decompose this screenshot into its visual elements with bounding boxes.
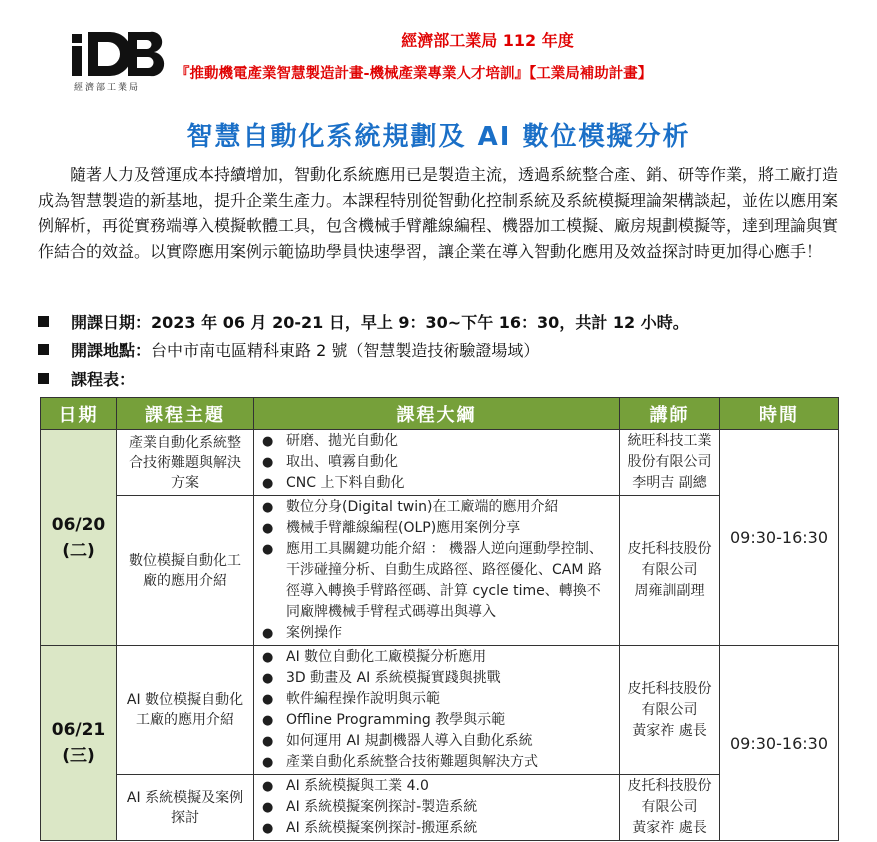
- schedule-table: [40, 397, 839, 841]
- date-value: 06/21: [51, 720, 106, 740]
- header-time: 時間: [720, 398, 839, 430]
- weekday-value: (二): [62, 540, 95, 561]
- table-row: [41, 430, 839, 496]
- course-date-value: 2023 年 06 月 20-21 日，早上 9：30~下午 16：30，共計 12 小時。: [151, 313, 689, 332]
- intro-paragraph: 隨著人力及營運成本持續增加，智動化系統應用已是製造主流，透過系統整合產、銷、研等作業，將工廠打造成為智慧製造的新基地，提升企業生產力。本課程特別從智動化控制系統及系統模擬理論架構談起，並佐以應用案例解析，再從實務端導入模擬軟體工具，包含機械手臂離線編程、機器加工模擬、廠房規劃模擬等，達到理論與實作結合的效益。以實際應用案例示範協助學員快速學習，讓企業在導入智動化應用及效益探討時更加得心應手！: [38, 165, 839, 261]
- course-date-row: [38, 310, 689, 333]
- outline-cell: [254, 646, 620, 775]
- teacher-line: 有限公司: [641, 701, 698, 718]
- outline-item: ● AI 系統模擬與工業 4.0: [262, 776, 613, 797]
- header-date: 日期: [41, 398, 117, 430]
- time-cell: 09:30-16:30: [720, 430, 839, 646]
- header-topic: 課程主題: [117, 398, 254, 430]
- time-cell: 09:30-16:30: [720, 646, 839, 841]
- square-bullet-icon: [38, 373, 49, 384]
- teacher-line: 李明吉 副總: [632, 475, 707, 491]
- outline-item: ● AI 系統模擬案例探討-製造系統: [262, 797, 613, 818]
- header-teacher: 講師: [620, 398, 720, 430]
- date-value: 06/20: [51, 514, 106, 535]
- teacher-line: 有限公司: [641, 562, 698, 578]
- teacher-line: 股份有限公司: [627, 454, 712, 470]
- outline-item: ● 產業自動化系統整合技術難題與解決方式: [262, 752, 613, 773]
- header-outline: 課程大綱: [254, 398, 620, 430]
- outline-item: ● 案例操作: [262, 623, 613, 644]
- table-row: [41, 775, 839, 841]
- outline-item: ● 數位分身(Digital twin)在工廠端的應用介紹: [262, 497, 613, 518]
- course-place-label: 開課地點：: [71, 341, 152, 360]
- outline-item: ● 研磨、拋光自動化: [262, 431, 613, 452]
- teacher-line: 黃家祚 處長: [632, 820, 707, 836]
- table-header-row: [41, 398, 839, 430]
- teacher-line: 黃家祚 處長: [632, 722, 707, 739]
- outline-cell: [254, 775, 620, 841]
- square-bullet-icon: [38, 344, 49, 355]
- header-agency-year: 經濟部工業局 112 年度: [401, 31, 574, 50]
- teacher-cell: [620, 496, 720, 646]
- course-place-row: [38, 338, 539, 361]
- teacher-cell: [620, 646, 720, 775]
- outline-item: ● 軟件編程操作說明與示範: [262, 689, 613, 710]
- teacher-line: 周雍訓副理: [634, 583, 705, 599]
- teacher-line: 統旺科技工業: [627, 433, 712, 449]
- outline-item: ● AI 系統模擬案例探討-搬運系統: [262, 818, 613, 839]
- outline-item: ● 應用工具關鍵功能介紹 ： 機器人逆向運動學控制、干涉碰撞分析、自動生成路徑、路徑優化、CAM 路徑導入轉換手臂路徑碼、計算 cycle time、轉換不同廠牌機械手臂程式碼導出與導入: [262, 539, 613, 623]
- topic-cell: AI 系統模擬及案例探討: [117, 775, 254, 841]
- teacher-line: 皮托科技股份: [627, 680, 712, 697]
- date-cell: [41, 430, 117, 646]
- outline-cell: [254, 496, 620, 646]
- schedule-label: 課程表：: [71, 370, 136, 389]
- course-date-label: 開課日期：: [71, 313, 152, 332]
- table-row: [41, 496, 839, 646]
- outline-item: ● Offline Programming 教學與示範: [262, 710, 613, 731]
- teacher-cell: [620, 430, 720, 496]
- course-place-value: 台中市南屯區精科東路 2 號（智慧製造技術驗證場域）: [151, 341, 540, 360]
- page-title: 智慧自動化系統規劃及 AI 數位模擬分析: [186, 122, 691, 152]
- outline-item: ● 機械手臂離線編程(OLP)應用案例分享: [262, 518, 613, 539]
- outline-item: ● 3D 動畫及 AI 系統模擬實踐與挑戰: [262, 668, 613, 689]
- header-program: 『推動機電產業智慧製造計畫-機械產業專業人才培訓』【工業局補助計畫】: [175, 66, 653, 82]
- logo-subtitle: 經濟部工業局: [74, 83, 141, 93]
- topic-cell: 數位模擬自動化工廠的應用介紹: [117, 496, 254, 646]
- teacher-line: 皮托科技股份: [627, 778, 712, 794]
- logo-text: IDB: [70, 13, 99, 32]
- outline-item: ● CNC 上下料自動化: [262, 473, 613, 494]
- date-cell: [41, 646, 117, 841]
- table-row: [41, 646, 839, 775]
- teacher-line: 皮托科技股份: [627, 541, 712, 557]
- square-bullet-icon: [38, 316, 49, 327]
- teacher-line: 有限公司: [641, 799, 698, 815]
- topic-cell: AI 數位模擬自動化工廠的應用介紹: [117, 646, 254, 775]
- outline-item: ● AI 數位自動化工廠模擬分析應用: [262, 647, 613, 668]
- outline-item: ● 取出、噴霧自動化: [262, 452, 613, 473]
- teacher-cell: [620, 775, 720, 841]
- outline-cell: [254, 430, 620, 496]
- topic-cell: 產業自動化系統整合技術難題與解決方案: [117, 430, 254, 496]
- outline-item: ● 如何運用 AI 規劃機器人導入自動化系統: [262, 731, 613, 752]
- weekday-value: (三): [62, 746, 95, 766]
- schedule-heading-row: [38, 367, 135, 390]
